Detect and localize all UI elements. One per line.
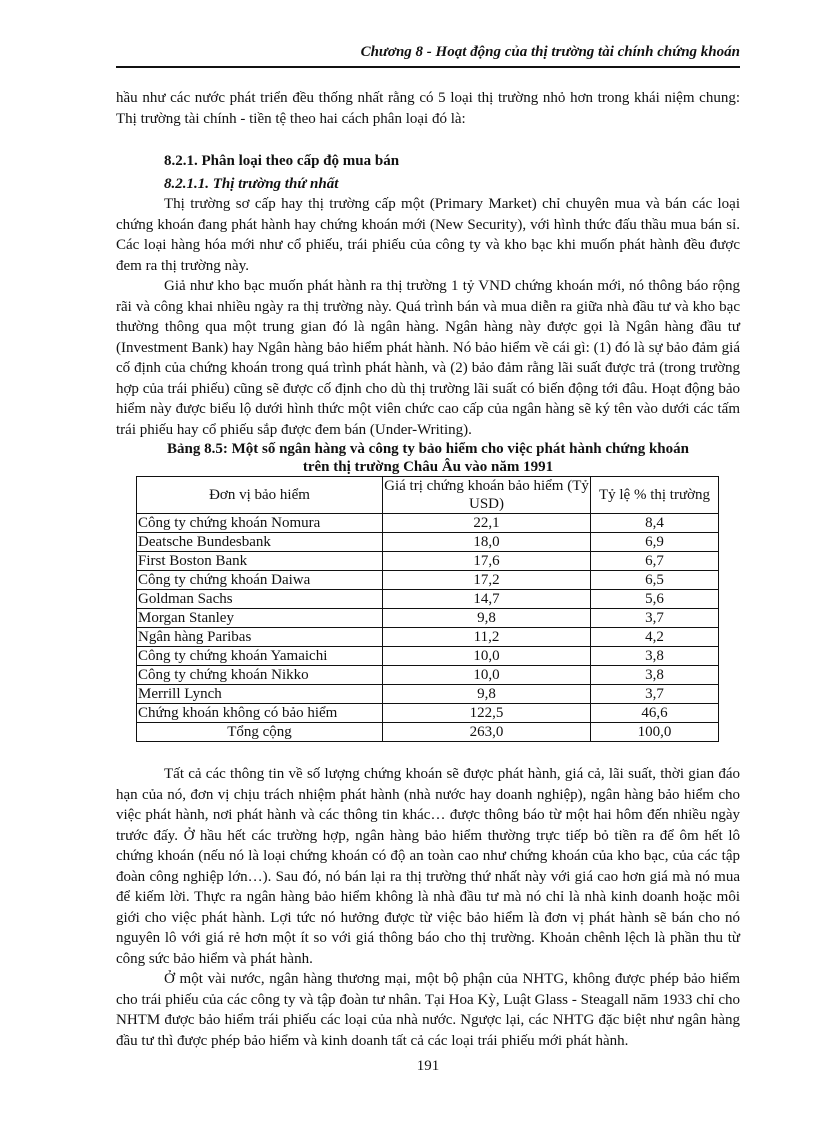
cell-value: 10,0 (383, 647, 591, 666)
page-body (116, 88, 740, 1051)
cell-underwriter: Chứng khoán không có bảo hiểm (137, 704, 383, 723)
table-row (137, 685, 719, 704)
cell-share: 46,6 (591, 704, 719, 723)
cell-underwriter: Ngân hàng Paribas (137, 628, 383, 647)
cell-share: 4,2 (591, 628, 719, 647)
table-header-row (137, 477, 719, 514)
table-row (137, 609, 719, 628)
cell-value: 122,5 (383, 704, 591, 723)
table-row (137, 666, 719, 685)
section-heading: 8.2.1. Phân loại theo cấp độ mua bán (164, 153, 400, 169)
paragraph: Giả như kho bạc muốn phát hành ra thị trường 1 tỷ VND chứng khoán mới, nó thông báo rộng rãi và công khai nhiều ngày ra thị trường này. Quá trình bán và mua diễn ra giữa nhà đầu tư và kho bạc thường thông qua một trung gian đó là ngân hàng. Ngân hàng này được gọi là Ngân hàng đầu tư (Investment Bank) hay Ngân hàng bảo hiểm phát hành. Nó bảo hiểm về cái gì: (1) đó là sự bảo đảm giá cố định của chứng khoán trong quá trình phát hành, và (2) bảo đảm rằng lãi suất được trả (trong trường hợp của trái phiếu) cũng sẽ được cố định cho dù thị trường lãi suất có biến động tới đâu. Hoạt động bảo hiểm này được biểu lộ dưới hình thức một viên chức cao cấp của ngân hàng sẽ ký tên vào dưới các tấm trái phiếu hay cổ phiếu sắp được đem bán (Under-Writing). (116, 278, 740, 438)
cell-value: 17,6 (383, 552, 591, 571)
cell-value: 9,8 (383, 685, 591, 704)
table-row (137, 552, 719, 571)
cell-value: 263,0 (383, 723, 591, 742)
cell-value: 10,0 (383, 666, 591, 685)
header-divider (116, 66, 740, 68)
cell-underwriter: Công ty chứng khoán Daiwa (137, 571, 383, 590)
table-row (137, 533, 719, 552)
cell-share: 8,4 (591, 514, 719, 533)
table-row (137, 628, 719, 647)
cell-share: 3,8 (591, 666, 719, 685)
cell-share: 3,7 (591, 609, 719, 628)
table-caption-line2: trên thị trường Châu Âu vào năm 1991 (302, 459, 554, 475)
table-body (137, 514, 719, 742)
cell-underwriter: Merrill Lynch (137, 685, 383, 704)
table-row (137, 704, 719, 723)
subsection-heading: 8.2.1.1. Thị trường thứ nhất (164, 175, 339, 192)
paragraph: Thị trường sơ cấp hay thị trường cấp một (Primary Market) chỉ chuyên mua và bán các loại chứng khoán đang phát hành hay chứng khoán mới (New Security), với hình thức đấu thầu mua bán sỉ. Các loại hàng hóa mới như cổ phiếu, trái phiếu của công ty và kho bạc khi muốn phát hành đều được đem ra thị trường này. (116, 196, 740, 274)
cell-value: 22,1 (383, 514, 591, 533)
cell-value: 14,7 (383, 590, 591, 609)
cell-share: 6,5 (591, 571, 719, 590)
paragraph: Tất cả các thông tin về số lượng chứng khoán sẽ được phát hành, giá cả, lãi suất, thời gian đáo hạn của nó, đơn vị chịu trách nhiệm phát hành (nhà nước hay doanh nghiệp), ngân hàng bảo hiểm cho việc phát hành, nơi phát hành và các thông tin khác… được thông báo từ một hai hôm đến nhiều ngày trước đấy. Ở hầu hết các trường hợp, ngân hàng bảo hiểm thường trực tiếp bỏ tiền ra để ôm hết lô chứng khoán (nếu nó là loại chứng khoán có độ an toàn cao như chứng khoán của kho bạc, của các tập đoàn công nghiệp lớn…). Sau đó, nó bán lại ra thị trường thứ nhất này với giá cao hơn giá mà nó mua để kiếm lời. Thực ra ngân hàng bảo hiểm không là nhà đầu tư mà nó chỉ là nhà kinh doanh hoặc môi giới cho việc phát hành. Lợi tức nó hưởng được từ việc bảo hiểm là đơn vị phát hành sẽ bán cho nó nguyên lô với giá rẻ hơn một ít so với giá thông báo cho thị trường. Khoản chênh lệch là phần thu từ công sức bảo hiểm và phát hành. (116, 766, 740, 967)
paragraph: Ở một vài nước, ngân hàng thương mại, một bộ phận của NHTG, không được phép bảo hiểm cho trái phiếu của các công ty và tập đoàn tư nhân. Tại Hoa Kỳ, Luật Glass - Steagall năm 1933 chỉ cho NHTM được bảo hiểm trái phiếu các loại của nhà nước. Ngược lại, các NHTG đặc biệt như ngân hàng đầu tư thì được phép bảo hiểm và kinh doanh tất cả các loại trái phiếu mới phát hành. (116, 971, 740, 1049)
cell-value: 17,2 (383, 571, 591, 590)
table-caption: Bảng 8.5: Một số ngân hàng và công ty bảo hiểm cho việc phát hành chứng khoán (166, 441, 689, 457)
table-row (137, 647, 719, 666)
cell-value: 9,8 (383, 609, 591, 628)
cell-value: 11,2 (383, 628, 591, 647)
cell-share: 100,0 (591, 723, 719, 742)
cell-share: 6,7 (591, 552, 719, 571)
cell-value: 18,0 (383, 533, 591, 552)
cell-underwriter: Công ty chứng khoán Nikko (137, 666, 383, 685)
cell-share: 6,9 (591, 533, 719, 552)
page-number: 191 (416, 1058, 440, 1074)
table-row (137, 514, 719, 533)
cell-share: 5,6 (591, 590, 719, 609)
intro-paragraph: hầu như các nước phát triển đều thống nhất rằng có 5 loại thị trường nhỏ hơn trong khái niệm chung: Thị trường tài chính - tiền tệ theo hai cách phân loại đó là: (116, 90, 740, 127)
underwriters-table (136, 476, 719, 742)
table-row (137, 590, 719, 609)
column-header-value: Giá trị chứng khoán bảo hiểm (Tỷ USD) (384, 478, 589, 512)
column-header-underwriter: Đơn vị bảo hiểm (137, 477, 383, 514)
page-header-title: Chương 8 - Hoạt động của thị trường tài chính chứng khoán (360, 44, 740, 60)
cell-underwriter: Tổng cộng (137, 723, 383, 742)
cell-underwriter: Morgan Stanley (137, 609, 383, 628)
cell-share: 3,7 (591, 685, 719, 704)
cell-underwriter: Deatsche Bundesbank (137, 533, 383, 552)
cell-underwriter: Công ty chứng khoán Nomura (137, 514, 383, 533)
table-total-row (137, 723, 719, 742)
cell-underwriter: Công ty chứng khoán Yamaichi (137, 647, 383, 666)
cell-underwriter: Goldman Sachs (137, 590, 383, 609)
column-header-share: Tỷ lệ % thị trường (591, 477, 719, 514)
table-row (137, 571, 719, 590)
cell-underwriter: First Boston Bank (137, 552, 383, 571)
cell-share: 3,8 (591, 647, 719, 666)
